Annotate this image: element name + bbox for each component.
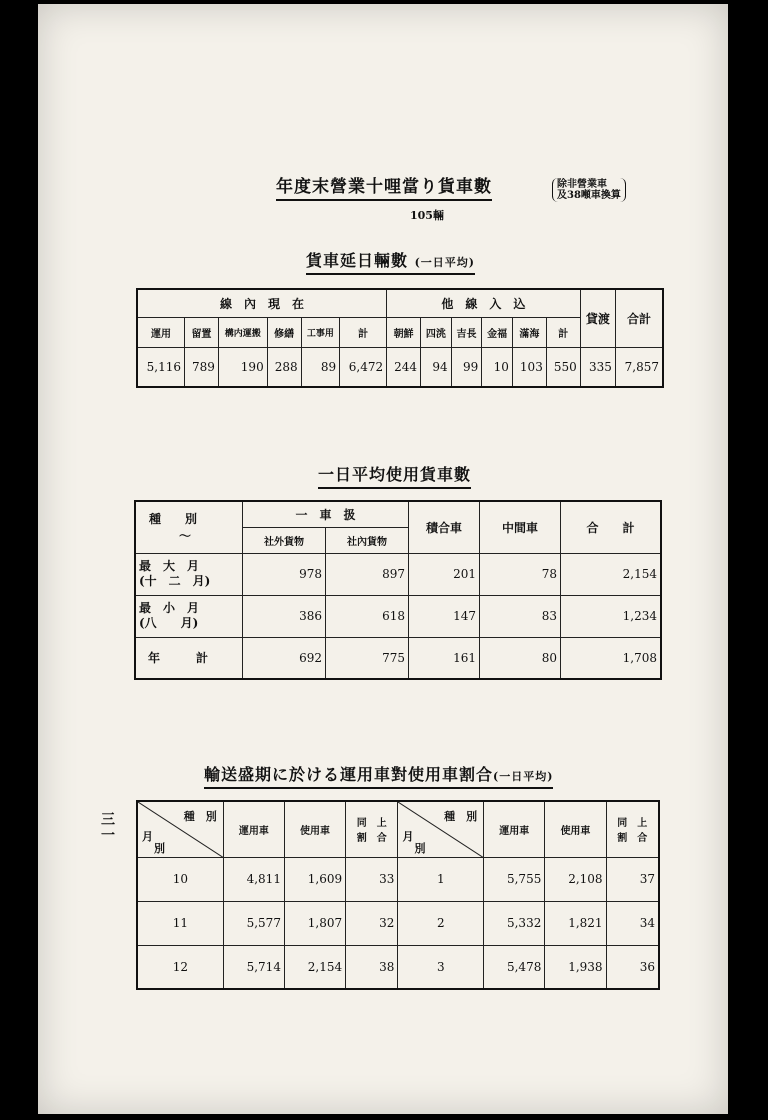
t3-col-ratio-a [346,801,398,857]
t2-cell: 161 [409,637,480,679]
t1-cell: 5,116 [137,347,184,387]
t2-cell: 201 [409,553,480,595]
t3-month-cell: 2 [398,901,484,945]
main-note-line1: 除非營業車 [557,179,607,190]
t1-cell: 288 [267,347,301,387]
t3-title-text: 輸送盛期に於ける運用車對使用車割合 [204,765,494,784]
t1-cell: 789 [184,347,218,387]
main-title: 年度末營業十哩當り貨車數 [276,172,492,201]
t2-col-general: 一 車 扱 [243,501,409,527]
t2-cell: 692 [243,637,326,679]
t1-col-operating: 運用 [137,317,184,347]
t1-col-subtotal1: 計 [340,317,387,347]
main-value: 105輛 [410,209,444,222]
t2-cell: 147 [409,595,480,637]
t3-kind-label: 種 別 [444,810,478,823]
t1-group-other-lines: 他 線 入 込 [387,289,581,317]
table-row [137,901,659,945]
t2-cell: 1,708 [561,637,662,679]
t1-title-text: 貨車延日輛數 [306,251,409,270]
table-row [137,945,659,989]
t1-cell: 10 [482,347,513,387]
t3-cell: 4,811 [223,857,284,901]
t3-cell: 5,478 [484,945,545,989]
t2-cell: 775 [326,637,409,679]
t2-row-label [135,553,243,595]
t2-cell: 2,154 [561,553,662,595]
t2-cell: 80 [480,637,561,679]
t3-kind-label: 種 別 [183,810,217,823]
t3-col-used-b: 使用車 [545,801,606,857]
t1-col-yard: 構内運搬 [218,317,267,347]
t1-cell: 94 [421,347,452,387]
page-number: 三一 [101,812,115,844]
t1-col-manhai: 滿海 [512,317,546,347]
t3-cell: 1,807 [284,901,345,945]
t2-cell: 386 [243,595,326,637]
t1-cell: 89 [301,347,340,387]
t3-ratio-bottom: 割 合 [356,833,387,845]
t3-col-ratio-b [606,801,659,857]
t2-cell: 897 [326,553,409,595]
t2-row-label-main: 最 小 月 [139,601,200,615]
table-row [135,637,661,679]
t3-cell: 5,332 [484,901,545,945]
main-title-note [552,178,626,202]
t3-cell: 5,714 [223,945,284,989]
t3-cell: 37 [606,857,659,901]
t1-cell: 6,472 [340,347,387,387]
t2-col-total: 合 計 [561,501,662,553]
table-row [137,857,659,901]
t2-cell: 78 [480,553,561,595]
t2-row-label [135,637,243,679]
t2-cell: 83 [480,595,561,637]
t1-col-detained: 留置 [184,317,218,347]
t2-row-label-main: 年 計 [148,651,209,666]
t3-col-kind-month-a [137,801,223,857]
t1-col-jichang: 吉長 [451,317,482,347]
daily-used-wagons-table [134,500,662,680]
t1-col-subtotal2: 計 [546,317,580,347]
t3-cell: 34 [606,901,659,945]
t1-cell: 7,857 [615,347,663,387]
t3-cell: 1,821 [545,901,606,945]
t3-col-kind-month-b [398,801,484,857]
peak-season-ratio-table [136,800,660,990]
t3-month-cell: 12 [137,945,223,989]
t1-cell: 190 [218,347,267,387]
t2-col-kind [135,501,243,553]
t1-cell: 550 [546,347,580,387]
t3-cell: 5,577 [223,901,284,945]
t1-subtitle: (一日平均) [414,256,476,269]
t3-cell: 2,154 [284,945,345,989]
t3-col-used-a: 使用車 [284,801,345,857]
t1-data-row [137,347,663,387]
t2-title: 一日平均使用貨車數 [318,462,471,489]
t2-col-outside: 社外貨物 [243,527,326,553]
t1-col-jinfu: 金福 [482,317,513,347]
t1-cell: 99 [451,347,482,387]
t1-col-total: 合計 [615,289,663,347]
t3-ratio-top: 同 上 [617,818,648,830]
t3-month-cell: 11 [137,901,223,945]
t3-ratio-top: 同 上 [356,818,387,830]
t1-col-construction: 工事用 [301,317,340,347]
t3-ratio-bottom: 割 合 [617,833,648,845]
wagon-days-table [136,288,664,388]
t2-col-combined: 積合車 [409,501,480,553]
t1-col-repair: 修繕 [267,317,301,347]
t3-subtitle: (一日平均) [493,770,554,783]
t1-group-line-internal: 線 內 現 在 [137,289,387,317]
t3-cell: 1,938 [545,945,606,989]
t2-cell: 1,234 [561,595,662,637]
t2-col-kind-bottom: 〜 [179,529,192,544]
t1-col-korea: 朝鮮 [387,317,421,347]
t3-cell: 2,108 [545,857,606,901]
t3-cell: 32 [346,901,398,945]
t2-cell: 618 [326,595,409,637]
t2-col-kind-top: 種 別 [149,512,198,527]
t3-month-cell: 1 [398,857,484,901]
t1-col-sitao: 四洮 [421,317,452,347]
t2-col-inside: 社內貨物 [326,527,409,553]
t2-col-middle: 中間車 [480,501,561,553]
t3-col-operating-a: 運用車 [223,801,284,857]
t2-cell: 978 [243,553,326,595]
t3-month-label: 月 [142,830,153,843]
t3-month-label: 月 [402,830,414,843]
table-row [135,595,661,637]
t1-cell: 244 [387,347,421,387]
t3-month-cell: 10 [137,857,223,901]
t1-title [306,248,475,275]
t1-col-dispatch: 貸渡 [580,289,615,347]
t3-cell: 38 [346,945,398,989]
t3-cell: 1,609 [284,857,345,901]
t3-title [204,762,553,789]
t3-month-label-sub: 別 [154,842,165,855]
t2-row-label [135,595,243,637]
t1-cell: 103 [512,347,546,387]
t2-row-label-main: 最 大 月 [139,559,200,573]
t3-cell: 33 [346,857,398,901]
t3-header-row [137,801,659,857]
t3-cell: 36 [606,945,659,989]
t3-month-cell: 3 [398,945,484,989]
t2-row-label-sub: (八 月) [139,616,199,630]
t3-col-operating-b: 運用車 [484,801,545,857]
table-row [135,553,661,595]
t3-cell: 5,755 [484,857,545,901]
t3-month-label-sub: 別 [414,842,426,855]
t1-cell: 335 [580,347,615,387]
t2-row-label-sub: (十 二 月) [139,574,211,588]
main-note-line2: 及38噸車換算 [557,190,621,201]
